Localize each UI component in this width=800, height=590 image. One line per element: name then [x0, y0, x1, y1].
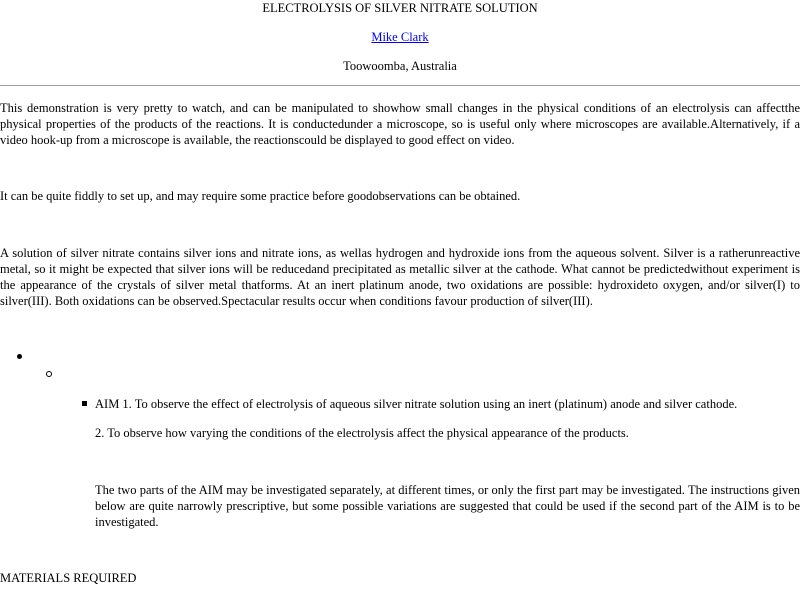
horizontal-divider: [0, 85, 800, 86]
materials-heading: MATERIALS REQUIRED: [0, 571, 137, 585]
list-bullet-square-icon: [82, 401, 87, 406]
aim-note-paragraph: The two parts of the AIM may be investigated separately, at different times, or only the first part may be investigated. The instructions given below are quite narrowly prescriptive, but some possible variations are suggested that could be used if the second part of the AIM is to be investigated.: [95, 483, 800, 529]
aim-item-2: 2. To observe how varying the conditions of the electrolysis affect the physical appearance of the products.: [95, 426, 629, 440]
intro-paragraph: This demonstration is very pretty to watch, and can be manipulated to showhow small changes in the physical conditions of an electrolysis can affectthe physical properties of the products of the reactions. It is conductedunder a microscope, so is useful only where microscopes are available.Alternatively, if a video hook-up from a microscope is available, the reactionscould be displayed to good effect on video.: [0, 101, 800, 147]
author-link[interactable]: Mike Clark: [371, 30, 429, 44]
author-location: Toowoomba, Australia: [343, 59, 457, 73]
chemistry-paragraph: A solution of silver nitrate contains silver ions and nitrate ions, as wellas hydrogen and hydroxide ions from the aqueous solvent. Silver is a ratherunreactive metal, so it might be expected that silver ions will be reducedand precipitated as metallic silver at the cathode. What cannot be predictedwithout experiment is the appearance of the crystals of silver metal thatforms. At an inert platinum anode, two oxidations are possible: hydroxideto oxygen, and/or silver(I) to silver(III). Both oxidations can be observed.Spectacular results occur when conditions favour production of silver(III).: [0, 246, 800, 308]
list-bullet-circle-icon: [46, 371, 52, 377]
author-line: [0, 29, 800, 45]
setup-note-paragraph: It can be quite fiddly to set up, and may require some practice before goodobservations can be obtained.: [0, 189, 521, 203]
document-title: ELECTROLYSIS OF SILVER NITRATE SOLUTION: [262, 1, 538, 15]
aim-item-1: AIM 1. To observe the effect of electrolysis of aqueous silver nitrate solution using an inert (platinum) anode and silver cathode.: [95, 397, 738, 411]
list-bullet-disc-icon: [17, 354, 22, 359]
